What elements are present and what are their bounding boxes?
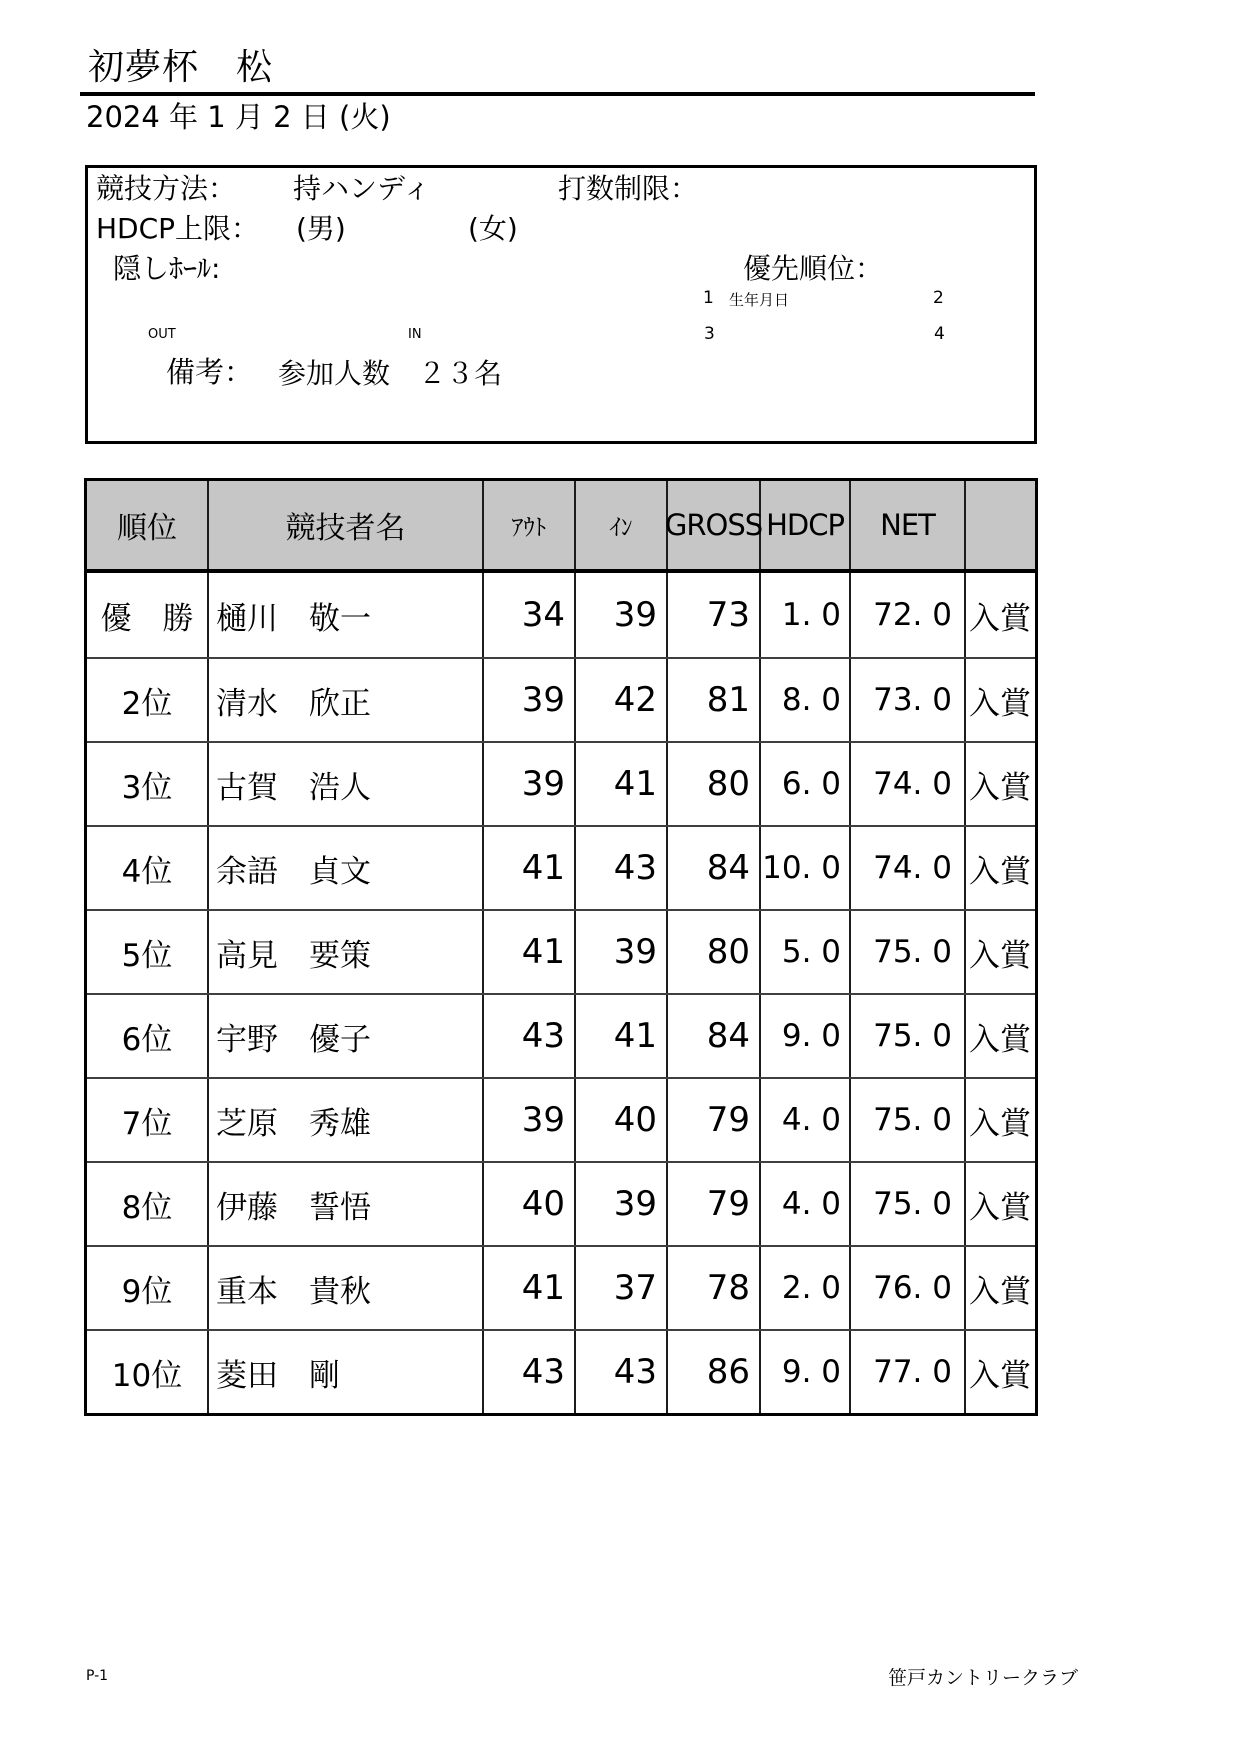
- in-cell: 40: [576, 1079, 668, 1161]
- priority-label: 優先順位：: [743, 252, 884, 285]
- hdcp-limit-label: HDCP上限：: [96, 212, 260, 245]
- remarks-label: 備考：: [166, 355, 254, 389]
- gross-cell: 73: [668, 573, 761, 657]
- player-cell: 重本 貴秋: [209, 1247, 484, 1329]
- in-cell: 41: [576, 743, 668, 825]
- in-cell: 39: [576, 1163, 668, 1245]
- table-header-row: [87, 481, 1035, 573]
- header-player: 競技者名: [209, 481, 484, 569]
- hidden-hole-label: 隠しﾎｰﾙ:: [113, 252, 221, 285]
- table-row: [87, 825, 1035, 909]
- player-cell: 菱田 剛: [209, 1331, 484, 1413]
- out-cell: 39: [484, 1079, 576, 1161]
- priority-3-number: 3: [704, 324, 715, 344]
- gross-cell: 84: [668, 827, 761, 909]
- award-cell: 入賞: [969, 600, 1031, 637]
- award-cell: 入賞: [969, 1105, 1031, 1142]
- header-net: NET: [851, 481, 966, 569]
- table-row: [87, 657, 1035, 741]
- gross-cell: 80: [668, 743, 761, 825]
- competition-info-box: [85, 165, 1037, 444]
- hdcp-limit-men: (男): [296, 212, 346, 245]
- gross-cell: 84: [668, 995, 761, 1077]
- header-gross: GROSS: [668, 481, 761, 569]
- player-cell: 高見 要策: [209, 911, 484, 993]
- method-label: 競技方法：: [96, 172, 237, 205]
- header-award: [966, 481, 1035, 569]
- in-cell: 39: [576, 573, 668, 657]
- net-cell: 75. 0: [851, 911, 966, 993]
- hdcp-cell: 10. 0: [761, 827, 851, 909]
- hdcp-limit-women: (女): [468, 212, 518, 245]
- player-cell: 樋川 敬一: [209, 573, 484, 657]
- out-label: OUT: [148, 327, 176, 342]
- in-cell: 37: [576, 1247, 668, 1329]
- rank-cell: 8位: [87, 1163, 209, 1245]
- out-cell: 41: [484, 827, 576, 909]
- table-row: [87, 909, 1035, 993]
- out-cell: 40: [484, 1163, 576, 1245]
- header-rank: 順位: [87, 481, 209, 569]
- net-cell: 77. 0: [851, 1331, 966, 1413]
- priority-1-value: 生年月日: [729, 291, 790, 309]
- player-cell: 清水 欣正: [209, 659, 484, 741]
- table-row: [87, 1161, 1035, 1245]
- header-hdcp: HDCP: [761, 481, 851, 569]
- in-label: IN: [408, 327, 422, 342]
- table-row: [87, 1077, 1035, 1161]
- in-cell: 39: [576, 911, 668, 993]
- table-row: [87, 573, 1035, 657]
- net-cell: 75. 0: [851, 1163, 966, 1245]
- player-cell: 伊藤 誓悟: [209, 1163, 484, 1245]
- hdcp-cell: 9. 0: [761, 995, 851, 1077]
- out-cell: 39: [484, 743, 576, 825]
- method-value: 持ハンディ: [293, 172, 431, 205]
- net-cell: 73. 0: [851, 659, 966, 741]
- award-cell: 入賞: [969, 685, 1031, 722]
- in-cell: 41: [576, 995, 668, 1077]
- tournament-title: 初夢杯 松: [88, 47, 274, 88]
- out-cell: 43: [484, 995, 576, 1077]
- award-cell: 入賞: [969, 1189, 1031, 1226]
- priority-2-number: 2: [933, 288, 944, 308]
- priority-1-number: 1: [703, 288, 714, 308]
- award-cell: 入賞: [969, 1273, 1031, 1310]
- rank-cell: 5位: [87, 911, 209, 993]
- player-cell: 古賀 浩人: [209, 743, 484, 825]
- gross-cell: 80: [668, 911, 761, 993]
- table-row: [87, 993, 1035, 1077]
- player-cell: 宇野 優子: [209, 995, 484, 1077]
- hdcp-cell: 4. 0: [761, 1079, 851, 1161]
- in-cell: 42: [576, 659, 668, 741]
- club-name: 笹戸カントリークラブ: [888, 1667, 1079, 1689]
- rank-cell: 優 勝: [87, 573, 209, 657]
- hdcp-cell: 2. 0: [761, 1247, 851, 1329]
- award-cell: 入賞: [969, 853, 1031, 890]
- award-cell: 入賞: [969, 1357, 1031, 1394]
- rank-cell: 4位: [87, 827, 209, 909]
- net-cell: 76. 0: [851, 1247, 966, 1329]
- hdcp-cell: 9. 0: [761, 1331, 851, 1413]
- gross-cell: 81: [668, 659, 761, 741]
- hdcp-cell: 5. 0: [761, 911, 851, 993]
- gross-cell: 79: [668, 1163, 761, 1245]
- award-cell: 入賞: [969, 937, 1031, 974]
- rank-cell: 7位: [87, 1079, 209, 1161]
- stroke-limit-label: 打数制限：: [558, 172, 699, 205]
- results-table: [84, 478, 1038, 1416]
- gross-cell: 86: [668, 1331, 761, 1413]
- in-cell: 43: [576, 1331, 668, 1413]
- hdcp-cell: 6. 0: [761, 743, 851, 825]
- out-cell: 41: [484, 911, 576, 993]
- rank-cell: 3位: [87, 743, 209, 825]
- header-out: ｱｳﾄ: [484, 481, 576, 569]
- in-cell: 43: [576, 827, 668, 909]
- priority-4-number: 4: [934, 324, 945, 344]
- gross-cell: 78: [668, 1247, 761, 1329]
- net-cell: 74. 0: [851, 743, 966, 825]
- player-cell: 芝原 秀雄: [209, 1079, 484, 1161]
- rank-cell: 9位: [87, 1247, 209, 1329]
- award-cell: 入賞: [969, 769, 1031, 806]
- rank-cell: 6位: [87, 995, 209, 1077]
- hdcp-cell: 8. 0: [761, 659, 851, 741]
- out-cell: 43: [484, 1331, 576, 1413]
- hdcp-cell: 4. 0: [761, 1163, 851, 1245]
- award-cell: 入賞: [969, 1021, 1031, 1058]
- net-cell: 74. 0: [851, 827, 966, 909]
- table-row: [87, 741, 1035, 825]
- gross-cell: 79: [668, 1079, 761, 1161]
- out-cell: 34: [484, 573, 576, 657]
- table-row: [87, 1245, 1035, 1329]
- out-cell: 41: [484, 1247, 576, 1329]
- remarks-value: 参加人数 ２３名: [278, 357, 503, 390]
- hdcp-cell: 1. 0: [761, 573, 851, 657]
- net-cell: 75. 0: [851, 1079, 966, 1161]
- out-cell: 39: [484, 659, 576, 741]
- net-cell: 72. 0: [851, 573, 966, 657]
- event-date: 2024 年 1 月 2 日 (火): [86, 100, 391, 134]
- title-underline: [80, 92, 1035, 96]
- rank-cell: 10位: [87, 1331, 209, 1413]
- table-row: [87, 1329, 1035, 1413]
- rank-cell: 2位: [87, 659, 209, 741]
- page-number: P-1: [86, 1668, 109, 1684]
- net-cell: 75. 0: [851, 995, 966, 1077]
- player-cell: 余語 貞文: [209, 827, 484, 909]
- header-in: ｲﾝ: [576, 481, 668, 569]
